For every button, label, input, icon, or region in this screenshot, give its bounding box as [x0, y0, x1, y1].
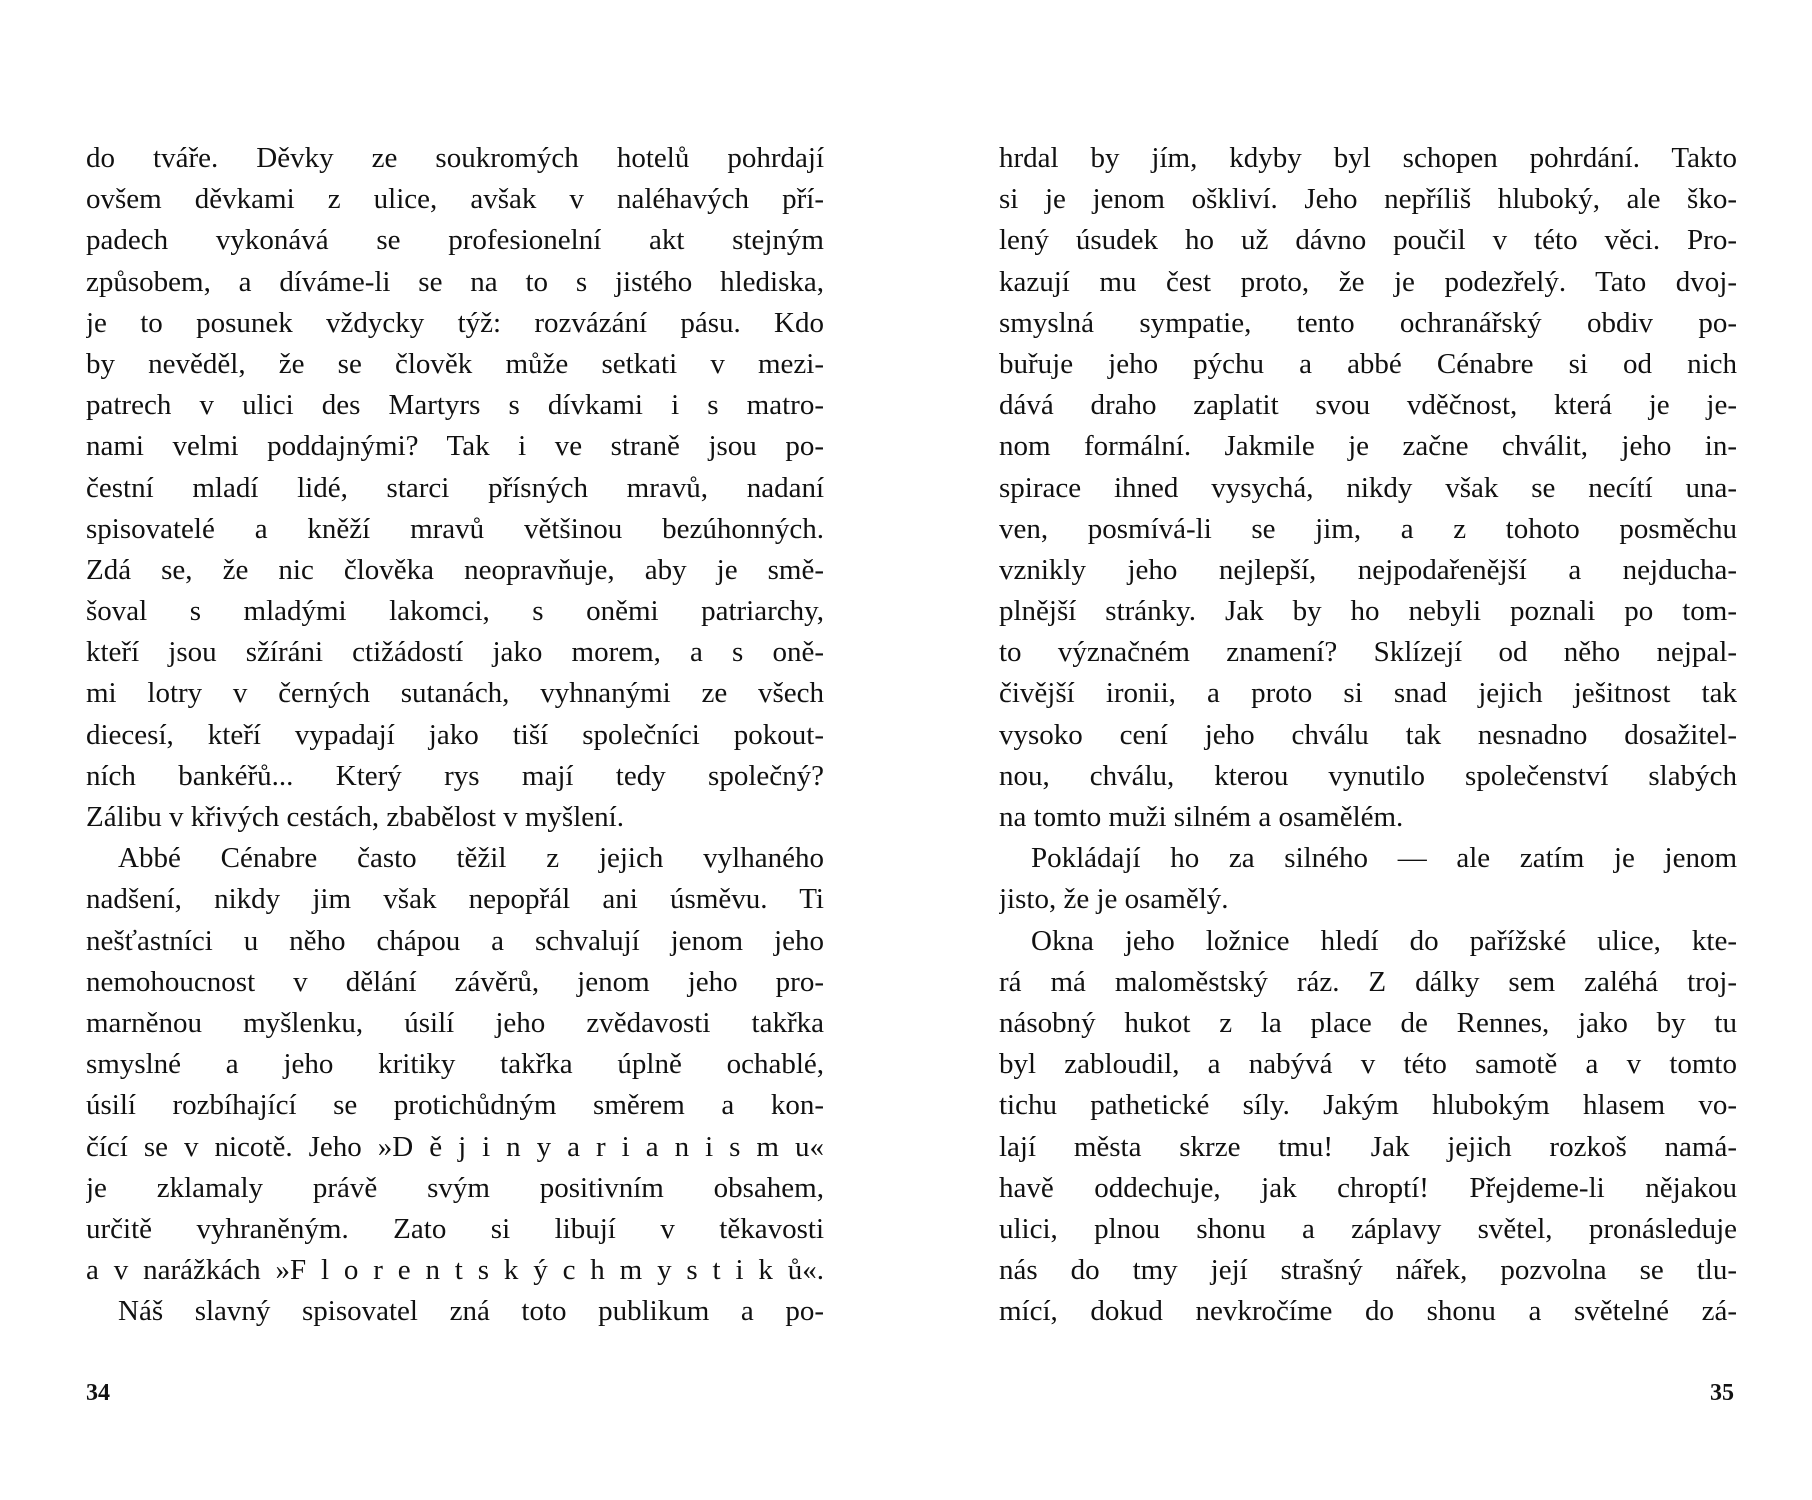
- text-line: způsobem, a díváme-li se na to s jistého hlediska,: [86, 265, 824, 298]
- text-line: je zklamaly právě svým positivním obsahem,: [86, 1171, 824, 1204]
- text-line: ních bankéřů... Který rys mají tedy společný?: [86, 759, 824, 792]
- text-line: rá má maloměstský ráz. Z dálky sem zaléhá troj-: [999, 965, 1737, 998]
- text-line: nom formální. Jakmile je začne chválit, jeho in-: [999, 430, 1737, 463]
- text-line: nešťastníci u něho chápou a schvalují jenom jeho: [86, 924, 824, 957]
- text-line: úsilí rozbíhající se protichůdným směrem a kon-: [86, 1089, 824, 1122]
- text-line: plnější stránky. Jak by ho nebyli poznali po tom-: [999, 595, 1737, 628]
- text-line: hrdal by jím, kdyby byl schopen pohrdání. Takto: [999, 142, 1737, 174]
- text-line: lený úsudek ho už dávno poučil v této věci. Pro-: [999, 224, 1737, 257]
- text-line: kazují mu čest proto, že je podezřelý. Tato dvoj-: [999, 265, 1737, 298]
- left-page-text: [86, 138, 824, 1332]
- text-line: mi lotry v černých sutanách, vyhnanými ze všech: [86, 677, 824, 710]
- text-line: si je jenom oškliví. Jeho nepříliš hluboký, ale ško-: [999, 183, 1737, 216]
- text-line: vysoko cení jeho chválu tak nesnadno dosažitel-: [999, 718, 1737, 751]
- text-line: to význačném znamení? Sklízejí od něho nejpal-: [999, 636, 1737, 669]
- text-line: buřuje jeho pýchu a abbé Cénabre si od nich: [999, 347, 1737, 380]
- text-line: ven, posmívá-li se jim, a z tohoto posměchu: [999, 512, 1737, 545]
- text-line: smyslná sympatie, tento ochranářský obdiv po-: [999, 306, 1737, 339]
- text-line: byl zabloudil, a nabývá v této samotě a v tomto: [999, 1048, 1737, 1081]
- text-line: Zálibu v křivých cestách, zbabělost v myšlení.: [86, 801, 624, 833]
- text-line: jisto, že je osamělý.: [999, 883, 1229, 916]
- text-line: Okna jeho ložnice hledí do pařížské ulice, kte-: [1031, 924, 1737, 957]
- text-line: lají města skrze tmu! Jak jejich rozkoš namá-: [999, 1130, 1737, 1163]
- text-line: by nevěděl, že se člověk může setkati v mezi-: [86, 347, 824, 380]
- text-line: mící, dokud nevkročíme do shonu a světelné zá-: [999, 1295, 1737, 1328]
- text-line: spirace ihned vysychá, nikdy však se necítí una-: [999, 471, 1737, 504]
- text-line: vznikly jeho nejlepší, nejpodařenější a nejducha-: [999, 553, 1737, 586]
- text-line: Zdá se, že nic člověka neopravňuje, aby je smě-: [86, 553, 824, 586]
- text-line: násobný hukot z la place de Rennes, jako by tu: [999, 1006, 1737, 1039]
- text-line: patrech v ulici des Martyrs s dívkami i s matro-: [86, 389, 824, 422]
- text-line: do tváře. Děvky ze soukromých hotelů pohrdají: [86, 142, 824, 174]
- text-line: tichu pathetické síly. Jakým hlubokým hlasem vo-: [999, 1089, 1737, 1122]
- text-line: čivější ironii, a proto si snad jejich ješitnost tak: [999, 677, 1737, 710]
- text-line: diecesí, kteří vypadají jako tiší společníci pokout-: [86, 718, 824, 751]
- text-line: havě oddechuje, jak chroptí! Přejdeme-li nějakou: [999, 1171, 1737, 1204]
- text-line: smyslné a jeho kritiky takřka úplně ochablé,: [86, 1048, 824, 1081]
- text-line: dává draho zaplatit svou vděčnost, která je je-: [999, 389, 1737, 422]
- text-line: Náš slavný spisovatel zná toto publikum a po-: [118, 1295, 824, 1328]
- text-line: kteří jsou sžíráni ctižádostí jako morem, a s oně-: [86, 636, 824, 669]
- text-line: nami velmi poddajnými? Tak i ve straně jsou po-: [86, 430, 824, 463]
- text-line: je to posunek vždycky týž: rozvázání pásu. Kdo: [86, 306, 824, 339]
- text-line: nemohoucnost v dělání závěrů, jenom jeho pro-: [86, 965, 824, 998]
- text-line: nadšení, nikdy jim však nepopřál ani úsměvu. Ti: [86, 883, 824, 916]
- text-line: a v narážkách »F l o r e n t s k ý c h m y s t i k ů«.: [86, 1254, 824, 1287]
- text-line: šoval s mladými lakomci, s oněmi patriarchy,: [86, 595, 824, 628]
- text-line: Abbé Cénabre často těžil z jejich vylhaného: [118, 842, 824, 875]
- text-line: čestní mladí lidé, starci přísných mravů, nadaní: [86, 471, 824, 504]
- text-line: marněnou myšlenku, úsilí jeho zvědavosti takřka: [86, 1006, 824, 1039]
- text-line: spisovatelé a kněží mravů většinou bezúhonných.: [86, 512, 824, 545]
- text-line: padech vykonává se profesionelní akt stejným: [86, 224, 824, 257]
- text-line: čící se v nicotě. Jeho »D ě j i n y a r i a n i s m u«: [86, 1130, 824, 1163]
- text-line: na tomto muži silném a osamělém.: [999, 801, 1404, 833]
- page-number-right: 35: [1710, 1380, 1734, 1406]
- text-line: Pokládají ho za silného — ale zatím je jenom: [1031, 842, 1737, 875]
- text-line: nou, chválu, kterou vynutilo společenství slabých: [999, 759, 1737, 792]
- page-number-left: 34: [86, 1380, 110, 1406]
- text-line: ulici, plnou shonu a záplavy světel, pronásleduje: [999, 1212, 1737, 1245]
- text-line: určitě vyhraněným. Zato si libují v těkavosti: [86, 1212, 824, 1245]
- text-line: nás do tmy její strašný nářek, pozvolna se tlu-: [999, 1254, 1737, 1287]
- text-line: ovšem děvkami z ulice, avšak v naléhavých pří-: [86, 183, 824, 216]
- right-page-text: [999, 138, 1737, 1332]
